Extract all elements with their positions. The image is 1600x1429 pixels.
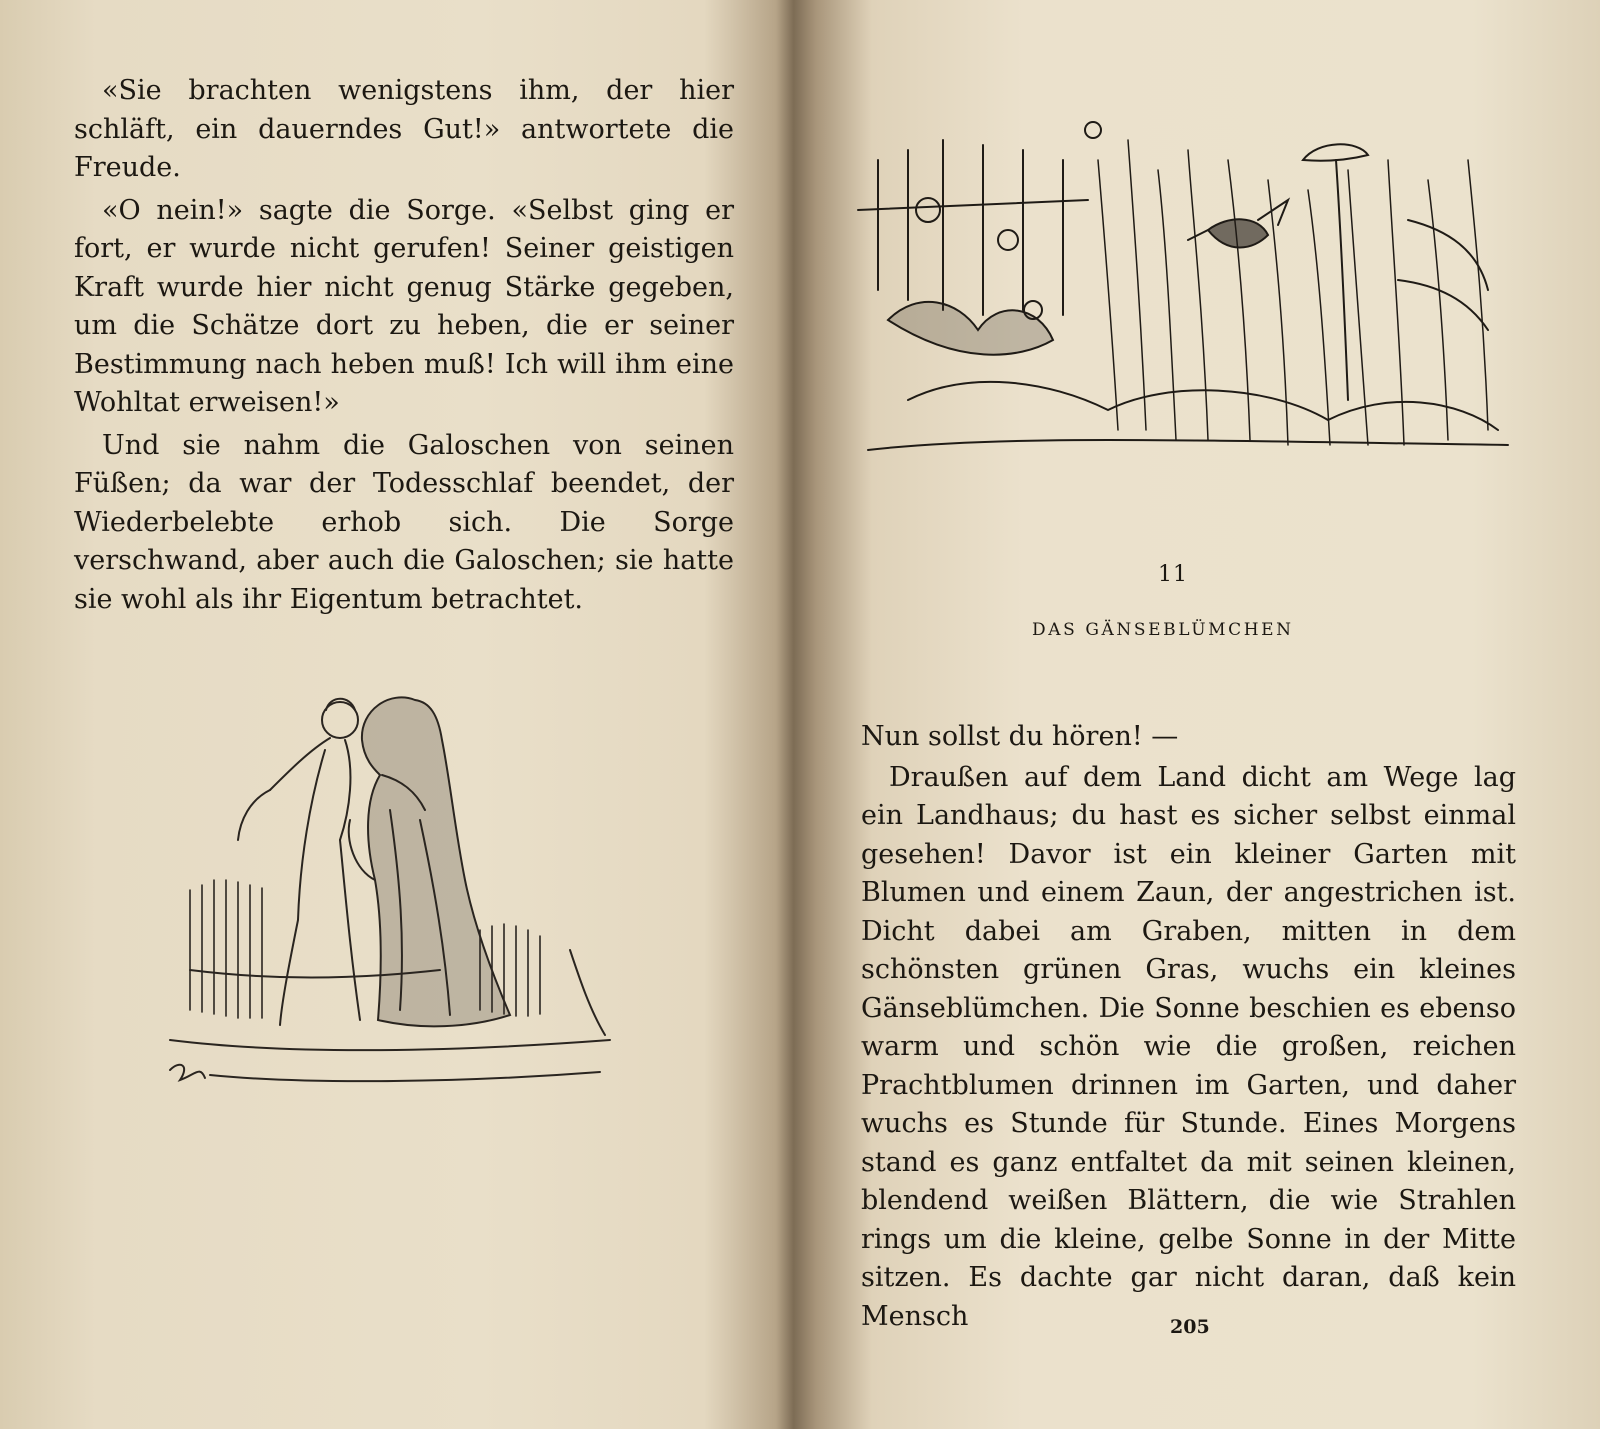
chapter-number: 11 xyxy=(1158,562,1188,587)
chapter-title: DAS GÄNSEBLÜMCHEN xyxy=(1032,620,1294,640)
left-paragraph-3: Und sie nahm die Galoschen von seinen Füßen; da war der Todesschlaf beendet, der Wiederbelebte erhob sich. Die Sorge verschwand, aber auch die Galoschen; sie hatte sie wohl als ihr Eigentum betrachtet. xyxy=(74,429,734,615)
left-paragraph-1: «Sie brachten wenigstens ihm, der hier schläft, ein dauerndes Gut!» antwortete die Freude. xyxy=(74,75,734,183)
garden-bird-illustration xyxy=(848,100,1518,480)
right-paragraph: Draußen auf dem Land dicht am Wege lag ein Landhaus; du hast es sicher selbst einmal gesehen! Davor ist ein kleiner Garten mit Blumen und einem Zaun, der angestrichen ist. Dicht dabei am Graben, mitten in dem schönsten grünen Gras, wuchs ein kleines Gänseblümchen. Die Sonne beschien es ebenso warm und schön wie die großen, reichen Prachtblumen drinnen im Garten, und daher wuchs es Stunde für Stunde. Eines Morgens stand es ganz entfaltet da mit seinen kleinen, blendend weißen Blättern, die wie Strahlen rings um die kleine, gelbe Sonne in der Mitte sitzen. Es dachte gar nicht daran, daß kein Mensch xyxy=(861,761,1516,1332)
page-number: 205 xyxy=(1170,1316,1210,1338)
left-page xyxy=(74,72,734,619)
opening-line: Nun sollst du hören! — xyxy=(861,721,1179,752)
show-through-left xyxy=(740,80,741,81)
left-paragraph-2: «O nein!» sagte die Sorge. «Selbst ging er fort, er wurde nicht gerufen! Seiner geistigen Kraft wurde hier nicht genug Stärke gegeben, um die Schätze dort zu heben, die er seiner Bestimmung nach heben muß! Ich will ihm eine Wohltat erweisen!» xyxy=(74,194,734,418)
right-page xyxy=(861,718,1516,1336)
two-figures-illustration xyxy=(150,680,630,1100)
